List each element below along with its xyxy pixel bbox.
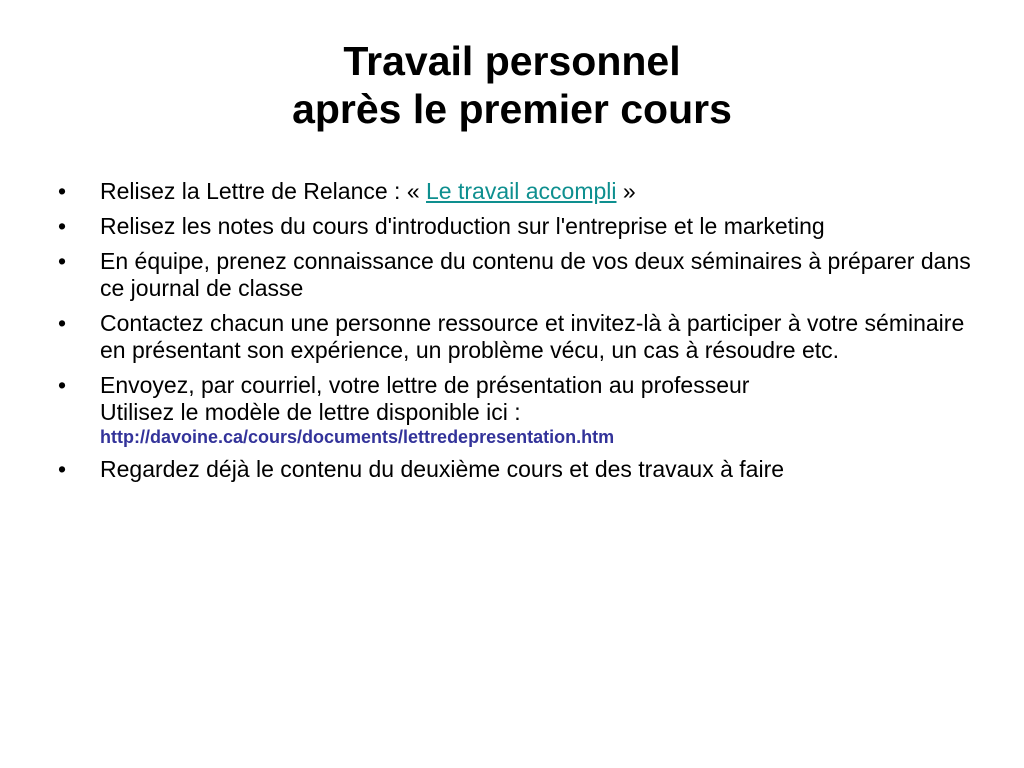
bullet-text: Regardez déjà le contenu du deuxième cours et des travaux à faire — [100, 456, 785, 482]
bullet-text: Relisez les notes du cours d'introduction sur l'entreprise et le marketing — [100, 213, 825, 239]
bullet-icon: • — [58, 310, 67, 336]
bullet-item — [58, 213, 978, 240]
bullet-icon: • — [58, 248, 67, 274]
title-line-1: Travail personnel — [343, 38, 681, 85]
bullet-icon: • — [58, 372, 67, 398]
bullet-text-suffix: » — [616, 178, 636, 204]
bullet-icon: • — [58, 178, 67, 204]
bullet-list — [58, 178, 978, 491]
page-title — [0, 37, 1024, 133]
bullet-item — [58, 372, 978, 448]
bullet-text-line-2: Utilisez le modèle de lettre disponible ici : — [100, 399, 521, 425]
bullet-icon: • — [58, 456, 67, 482]
bullet-text-line-2: en présentant son expérience, un problème vécu, un cas à résoudre etc. — [100, 337, 840, 363]
bullet-text-line-1: Envoyez, par courriel, votre lettre de présentation au professeur — [100, 372, 750, 398]
bullet-text-prefix: Relisez la Lettre de Relance : « — [100, 178, 427, 204]
bullet-text: En équipe, prenez connaissance du contenu de vos deux séminaires à préparer dans ce journal de classe — [100, 248, 971, 301]
title-line-2: après le premier cours — [292, 86, 732, 133]
bullet-item — [58, 456, 978, 483]
bullet-item — [58, 248, 978, 302]
bullet-item — [58, 310, 978, 364]
bullet-item — [58, 178, 978, 205]
travail-accompli-link[interactable]: Le travail accompli — [426, 178, 617, 204]
bullet-text-line-1: Contactez chacun une personne ressource et invitez-là à participer à votre séminaire — [100, 310, 965, 336]
lettre-presentation-url-link[interactable]: http://davoine.ca/cours/documents/lettredepresentation.htm — [100, 427, 615, 447]
bullet-icon: • — [58, 213, 67, 239]
